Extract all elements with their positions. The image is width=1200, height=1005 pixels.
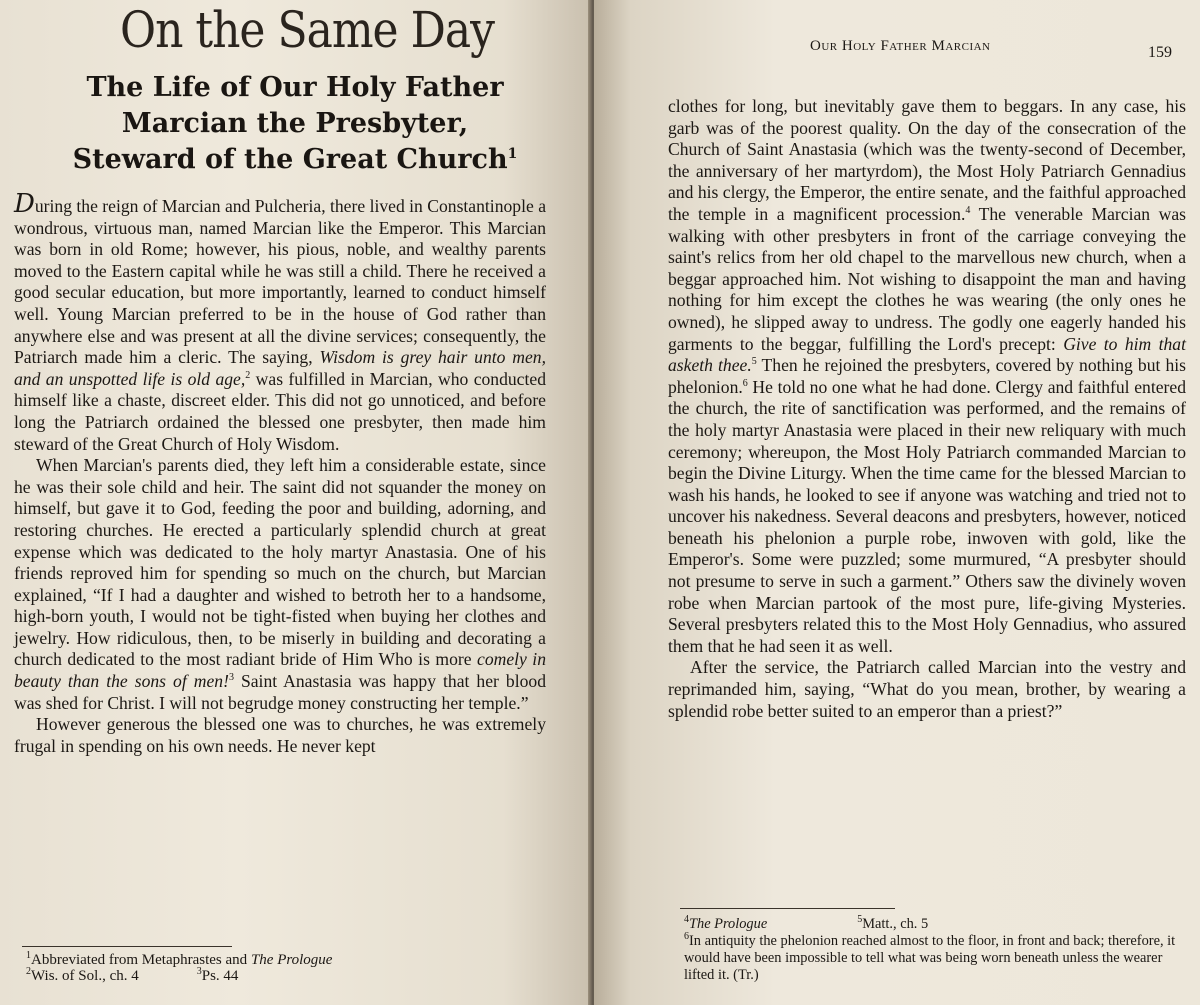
scripture-quote: Give to him that asketh thee. — [668, 333, 1186, 376]
scripture-quote: comely in beauty than the sons of men! — [14, 649, 546, 692]
paragraph — [14, 455, 546, 714]
footnote-number: 6 — [684, 931, 689, 943]
footnote-ref: 6 — [742, 377, 748, 389]
right-body-text — [668, 96, 1186, 722]
footnote-number: 2 — [26, 966, 31, 977]
right-footnotes — [684, 916, 1189, 984]
footnote-text: In antiquity the phelonion reached almost to the floor, in front and back; therefore, it would have been impossible to tell what was being worn beneath unless the wearer lifted it. (Tr.) — [684, 933, 1176, 983]
paragraph: However generous the blessed one was to churches, he was extremely frugal in spending on his own needs. He never kept — [14, 714, 546, 756]
paragraph — [668, 96, 1186, 657]
footnote — [26, 968, 546, 984]
footnote-italic: The Prologue — [250, 952, 333, 968]
text-run: was fulfilled in Marcian, who conducted himself like a chaste, discreet elder. This did not go unnoticed, and before long the Patriarch ordained the blessed one presbyter, then made him steward of the Great Church of Holy Wisdom. — [14, 368, 546, 454]
life-title-line: The Life of Our Holy Father — [86, 72, 504, 103]
paragraph: After the service, the Patriarch called Marcian into the vestry and reprimanded him, saying, “What do you mean, brother, by wearing a splendid robe better suited to an emperor than a priest?” — [668, 657, 1186, 721]
text-run: The venerable Marcian was walking with other presbyters in front of the carriage conveying the saint's relics from her old chapel to the marvellous new church, when a beggar approached him. Not wishing to disappoint the man and having nothing for him except the clothes he was wearing (the only ones he owned), he slipped away to undress. The godly one eagerly handed his garments to the beggar, fulfilling the Lord's precept: — [668, 203, 1186, 354]
footnote-text: Wis. of Sol., ch. 4 — [31, 968, 139, 984]
footnote-divider — [680, 908, 895, 909]
left-footnotes — [26, 952, 546, 984]
running-head: Our Holy Father Marcian — [810, 38, 991, 54]
footnote — [684, 916, 1189, 933]
text-run: Saint Anastasia was happy that her blood was shed for Christ. I will not begrudge money constructing her temple.” — [14, 671, 546, 713]
footnote-number: 4 — [684, 914, 689, 926]
life-title — [60, 70, 530, 178]
left-page — [0, 0, 592, 1005]
text-run: Then he rejoined the presbyters, covered by nothing but his phelonion. — [668, 355, 1187, 397]
life-title-line — [60, 142, 530, 178]
footnote-number: 3 — [196, 966, 202, 977]
footnote-ref: 4 — [965, 205, 971, 217]
paragraph — [14, 189, 546, 455]
footnote-text: Ps. 44 — [201, 968, 239, 984]
footnote-ref: 1 — [507, 146, 518, 162]
life-title-line: Marcian the Presbyter, — [121, 108, 469, 139]
text-run: uring the reign of Marcian and Pulcheria, there lived in Constantinople a wondrous, virtuous man, named Marcian like the Emperor. This Marcian was born in old Rome; however, his pious, noble, and wealthy parents moved to the Eastern capital while he was still a child. There he received a good secular education, but more importantly, learned to conduct himself well. Young Marcian preferred to be in the house of God rather than anywhere else and was present at all the divine services; consequently, the Patriarch made him a cleric. The saying, — [14, 196, 546, 368]
footnote-text: Matt., ch. 5 — [862, 916, 929, 932]
footnote-ref: 2 — [245, 369, 251, 381]
scripture-quote: Wisdom is grey hair unto men, and an unspotted life is old age, — [14, 347, 546, 389]
text-run: clothes for long, but inevitably gave them to beggars. In any case, his garb was of the poorest quality. On the day of the consecration of the Church of Saint Anastasia (which was the twenty-second of December, the anniversary of her martyrdom), the Most Holy Patriarch Gennadius and his clergy, the Emperor, the entire senate, and the faithful approached the temple in a magnificent procession. — [668, 96, 1186, 224]
day-heading: On the Same Day — [120, 2, 494, 60]
footnote-divider — [22, 946, 232, 947]
drop-cap: D — [14, 189, 35, 219]
footnote-ref: 3 — [228, 672, 234, 684]
life-title-line3-text: Steward of the Great Church — [72, 144, 508, 175]
footnote-number: 1 — [26, 950, 31, 961]
footnote — [26, 952, 546, 968]
footnote-text: Abbreviated from Metaphrastes and — [31, 952, 251, 968]
footnote-italic: The Prologue — [689, 916, 768, 932]
left-body-text — [14, 189, 546, 757]
text-run: He told no one what he had done. Clergy and faithful entered the church, the rite of sanctification was performed, and the remains of the holy martyr Anastasia were placed in their new reliquary with much ceremony; whereupon, the Most Holy Patriarch commanded Marcian to begin the Divine Liturgy. When the time came for the blessed Marcian to wash his hands, he looked to see if anyone was watching and tried not to uncover his nakedness. Several deacons and presbyters, however, noticed beneath his phelonion a purple robe, inwoven with gold, like the Emperor's. Some were puzzled; some murmured, “A presbyter should not presume to serve in such a garment.” Others saw the divinely woven robe when Marcian partook of the most pure, life-giving Mysteries. Several presbyters related this to the Most Holy Gennadius, who assured them that he had seen it as well. — [668, 376, 1186, 656]
text-run: When Marcian's parents died, they left him a considerable estate, since he was their sole child and heir. The saint did not squander the money on himself, but gave it to God, feeding the poor and building, adorning, and restoring churches. He erected a particularly splendid church at great expense which was dedicated to the holy martyr Anastasia. One of his friends reproved him for spending so much on the church, but Marcian explained, “If I had a daughter and wished to betroth her to a handsome, high-born youth, I would not be tight-fisted when buying her clothes and jewelry. How ridiculous, then, to be miserly in building and decorating a church dedicated to the most radiant bride of Him Who is more — [14, 455, 546, 670]
footnote — [684, 933, 1189, 984]
footnote-ref: 5 — [751, 356, 757, 368]
page-number: 159 — [1148, 44, 1172, 61]
footnote-number: 5 — [857, 914, 863, 926]
